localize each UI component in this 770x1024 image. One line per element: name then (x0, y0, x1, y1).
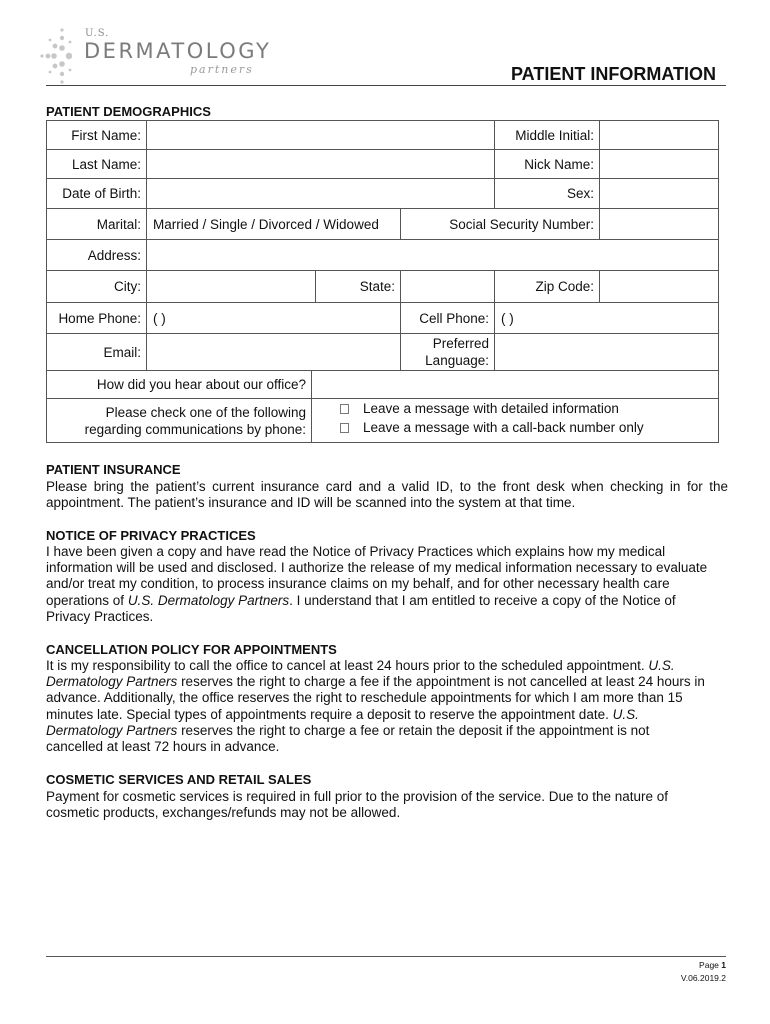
footer-divider (46, 956, 726, 957)
option-detailed-info[interactable] (340, 401, 619, 416)
middle-initial-field[interactable] (599, 120, 719, 150)
dob-label: Date of Birth: (46, 178, 147, 209)
privacy-line: I have been given a copy and have read the Notice of Privacy Practices which explains how my medical (46, 544, 666, 559)
privacy-heading: NOTICE OF PRIVACY PRACTICES (46, 528, 256, 543)
cancellation-line: advance. Additionally, the office reserves the right to reschedule appointments for which I am more than 15 (46, 690, 683, 706)
company-name: U.S. (648, 658, 675, 673)
sex-label: Sex: (494, 178, 600, 209)
communication-label (46, 398, 312, 443)
option-callback-number[interactable] (340, 420, 644, 435)
last-name-label: Last Name: (46, 149, 147, 179)
cancellation-text-part: minutes late. Special types of appointments require a deposit to reserve the appointment date. (46, 706, 613, 722)
company-name: Dermatology Partners (46, 722, 178, 738)
nick-name-label: Nick Name: (494, 149, 600, 179)
preferred-language-line1: Preferred (432, 336, 489, 351)
cell-phone-label: Cell Phone: (400, 302, 495, 334)
city-field[interactable] (146, 270, 316, 303)
hear-about-label: How did you hear about our office? (46, 370, 312, 399)
cancellation-line: cancelled at least 72 hours in advance. (46, 739, 280, 755)
insurance-heading: PATIENT INSURANCE (46, 462, 181, 477)
cancellation-line (46, 723, 728, 739)
privacy-line: information will be used and disclosed. I authorize the release of my medical information necessary to evaluate (46, 560, 708, 576)
cancellation-line (46, 674, 728, 690)
ssn-field[interactable] (599, 208, 719, 240)
company-name: U.S. Dermatology Partners (127, 592, 290, 608)
title-divider (46, 85, 726, 86)
ssn-label: Social Security Number: (400, 208, 600, 240)
option-detailed-info-label: Leave a message with detailed information (363, 401, 619, 416)
email-label: Email: (46, 333, 147, 371)
cosmetic-heading: COSMETIC SERVICES AND RETAIL SALES (46, 772, 312, 787)
cancellation-text-part: reserves the right to charge a fee or retain the deposit if the appointment is not (177, 722, 650, 738)
middle-initial-label: Middle Initial: (494, 120, 600, 150)
cancellation-line (46, 707, 728, 723)
dob-field[interactable] (146, 178, 495, 209)
first-name-field[interactable] (146, 120, 495, 150)
checkbox-detailed-info[interactable] (340, 404, 349, 414)
preferred-language-line2: Language: (425, 353, 489, 368)
option-callback-number-label: Leave a message with a call-back number only (363, 420, 644, 435)
address-label: Address: (46, 239, 147, 271)
company-logo (40, 26, 272, 86)
logo-us: U.S. (85, 28, 110, 39)
zip-label: Zip Code: (494, 270, 600, 303)
company-name: Dermatology Partners (46, 674, 178, 690)
page-label: Page (699, 960, 722, 970)
page-number (699, 960, 726, 970)
privacy-text-part: . I understand that I am entitled to receive a copy of the Notice of (289, 592, 676, 608)
page-num: 1 (721, 960, 726, 970)
cosmetic-text (46, 789, 728, 821)
last-name-field[interactable] (146, 149, 495, 179)
communication-line1: Please check one of the following (105, 404, 306, 420)
insurance-text: Please bring the patient’s current insurance card and a valid ID, to the front desk when checking in for the appointment. The patient’s insurance and ID will be scanned into the system at that time. (46, 479, 728, 511)
marital-options[interactable]: Married / Single / Divorced / Widowed (146, 208, 401, 240)
home-phone-label: Home Phone: (46, 302, 147, 334)
privacy-text (46, 544, 728, 625)
communication-line2: regarding communications by phone: (84, 421, 306, 437)
page-title: PATIENT INFORMATION (511, 64, 716, 84)
logo-dermatology: DERMATOLOGY (84, 39, 272, 63)
city-label: City: (46, 270, 147, 303)
company-name: U.S. (612, 706, 639, 722)
first-name-label: First Name: (46, 120, 147, 150)
state-field[interactable] (400, 270, 495, 303)
privacy-line (46, 593, 728, 609)
state-label: State: (315, 270, 401, 303)
preferred-language-field[interactable] (494, 333, 719, 371)
cancellation-text-part: reserves the right to charge a fee if the appointment is not cancelled at least 24 hours in (177, 674, 705, 690)
privacy-line: and/or treat my condition, to process insurance claims on my behalf, and for other necessary health care (46, 576, 670, 592)
cosmetic-line: cosmetic products, exchanges/refunds may not be allowed. (46, 805, 401, 821)
home-phone-field[interactable]: ( ) (146, 302, 401, 334)
version-label: V.06.2019.2 (680, 973, 726, 983)
privacy-line: Privacy Practices. (46, 608, 154, 624)
cell-phone-field[interactable]: ( ) (494, 302, 719, 334)
sex-field[interactable] (599, 178, 719, 209)
zip-field[interactable] (599, 270, 719, 303)
privacy-text-part: operations of (46, 592, 128, 608)
cancellation-text-part: It is my responsibility to call the office to cancel at least 24 hours prior to the scheduled appointment. (46, 658, 649, 673)
hear-about-field[interactable] (311, 370, 719, 399)
email-field[interactable] (146, 333, 401, 371)
nick-name-field[interactable] (599, 149, 719, 179)
address-field[interactable] (146, 239, 719, 271)
logo-partners: partners (190, 63, 254, 76)
demographics-heading: PATIENT DEMOGRAPHICS (46, 104, 211, 119)
marital-label: Marital: (46, 208, 147, 240)
cosmetic-line: Payment for cosmetic services is required in full prior to the provision of the service. Due to the nature of (46, 789, 669, 804)
cancellation-heading: CANCELLATION POLICY FOR APPOINTMENTS (46, 642, 337, 657)
checkbox-callback-number[interactable] (340, 423, 349, 433)
cancellation-line (46, 658, 728, 674)
preferred-language-label (400, 333, 495, 371)
logo-dots-icon (40, 26, 84, 86)
cancellation-text (46, 658, 728, 755)
